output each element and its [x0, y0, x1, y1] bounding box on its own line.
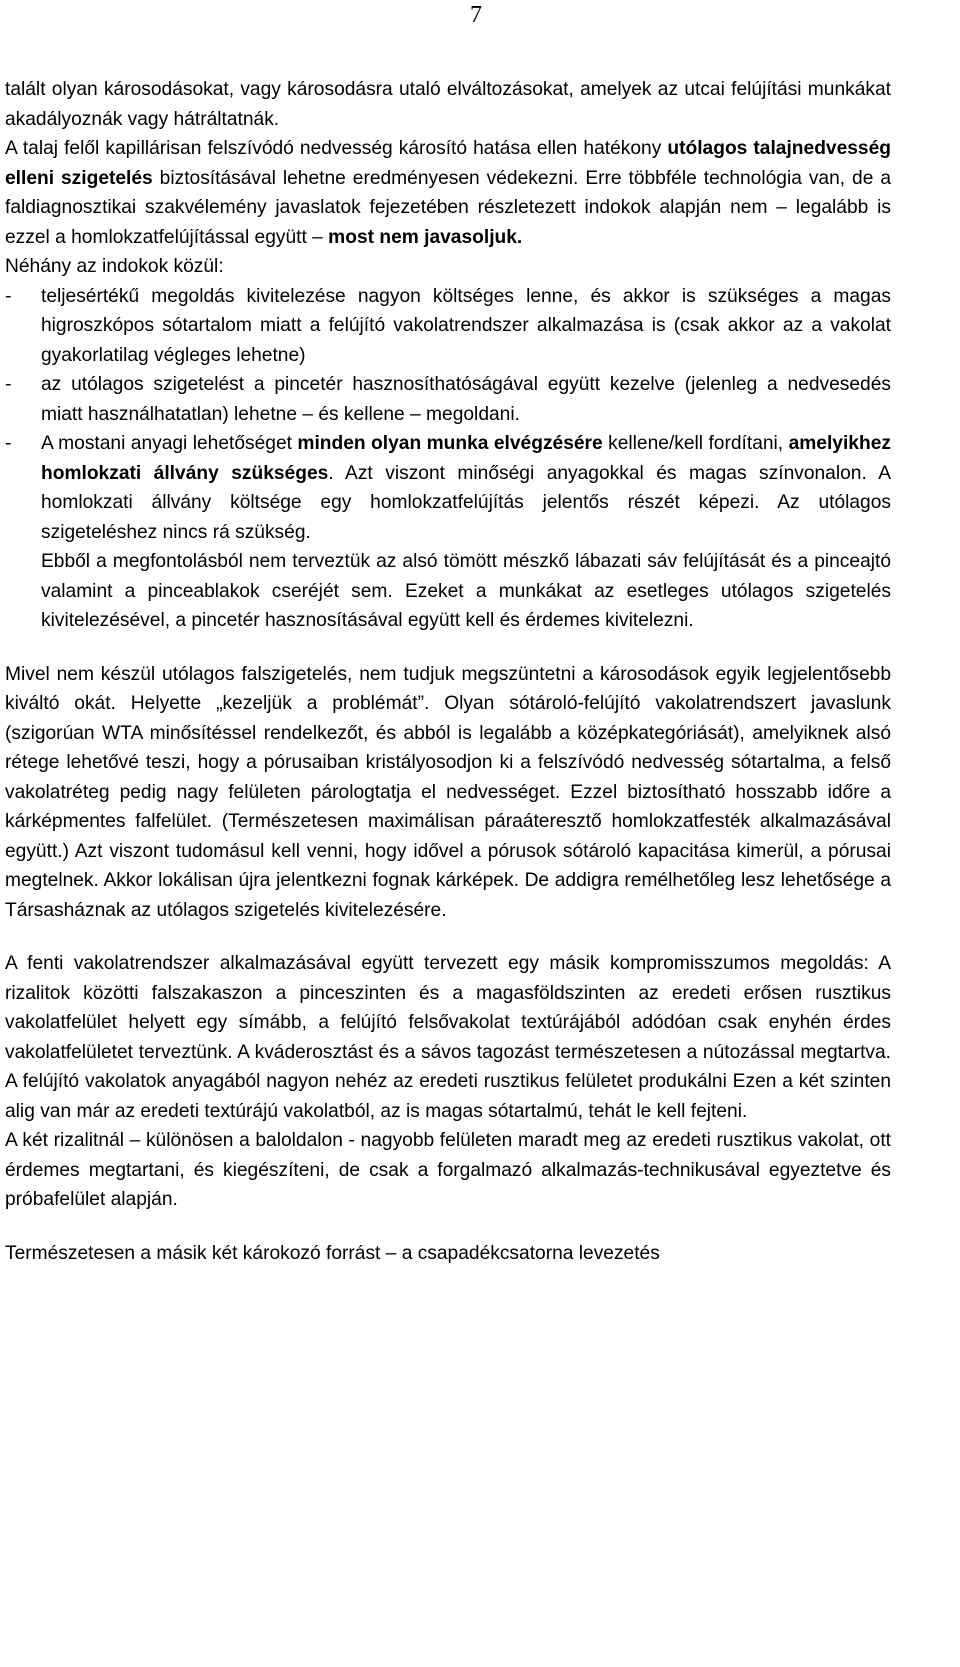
list-item-text: A mostani anyagi lehetőséget minden olyan munka elvégzésére kellene/kell fordítani, amelyikhez homlokzati állvány szükséges. Azt viszont minőségi anyagokkal és magas színvonalon. A homlokzati állvány költsége egy homlokzatfelújítás jelentős részét képezi. Az utólagos szigeteléshez nincs rá szükség. — [41, 433, 891, 543]
paragraph-insulation: A talaj felől kapillárisan felszívódó nedvesség károsító hatása ellen hatékony utólagos talajnedvesség elleni szigetelés biztosításával lehetne eredményesen védekezni. Erre többféle technológia van, de a faldiagnosztikai szakvélemény javaslatok fejezetében részletezett indokok alapján nem – legalább is ezzel a homlokzatfelújítással együtt – most nem javasoljuk. — [5, 138, 891, 248]
paragraph-compromise: A fenti vakolatrendszer alkalmazásával együtt tervezett egy másik kompromisszumos megoldás: A rizalitok közötti falszakaszon a pinceszinten és a magasföldszinten az eredeti erősen rusztikus vakolatfelület helyett egy símább, a felújító felsővakolat textúrájából adódóan csak enyhén érdes vakolatfelületet terveztünk. A kváderosztást és a sávos tagozást természetesen a nútozással megtartva. A felújító vakolatok anyagából nagyon nehéz az eredeti rusztikus felületet produkálni Ezen a két szinten alig van már az eredeti textúrájú vakolatból, az is magas sótartalmú, tehát le kell fejteni. — [5, 953, 891, 1122]
emphasis-not-recommended: most nem javasoljuk. — [328, 226, 523, 248]
list-item — [5, 429, 891, 547]
list-item — [5, 282, 891, 371]
list-item-text: teljesértékű megoldás kivitelezése nagyon költséges lenne, és akkor is szükséges a magas higroszkópos sótartalom miatt a felújító vakolatrendszer alkalmazása is (csak akkor az a vakolat gyakorlatilag végleges lehetne) — [41, 285, 891, 366]
emphasis-insulation: utólagos talajnedvesség elleni szigetelés — [5, 138, 891, 189]
paragraph-treatment: Mivel nem készül utólagos falszigetelés, nem tudjuk megszüntetni a károsodások egyik legjelentősebb kiváltó okát. Helyette „kezeljük a problémát”. Olyan sótároló-felújító vakolatrendszert javaslunk (szigorúan WTA minősítéssel rendelkezőt, és abból is legalább a középkategóriását), amelyiknek alsó rétege lehetővé teszi, hogy a pórusaiban kristályosodjon ki a felszívódó nedvesség sótartalma, a felső vakolatréteg pedig nagy felületen párologtatja el nedvességet. Ezzel biztosítható hosszabb időre a kárképmentes falfelület. (Természetesen maximálisan páraáteresztő homlokzatfesték alkalmazásával együtt.) Azt viszont tudomásul kell venni, hogy idővel a pórusok sótároló kapacitása kimerül, a pórusai megtelnek. Akkor lokálisan újra jelentkezni fognak kárképek. De addigra remélhetőleg lesz lehetősége a Társasháznak az utólagos szigetelés kivitelezésére. — [5, 663, 891, 921]
paragraph-trailing: Természetesen a másik két károkozó forrást – a csapadékcsatorna levezetés — [5, 1242, 660, 1264]
bullet-dash: - — [5, 433, 12, 454]
paragraph-risalit: A két rizalitnál – különösen a baloldalon - nagyobb felületen maradt meg az eredeti rusztikus vakolat, ott érdemes megtartani, és kiegészíteni, de csak a forgalmazó alkalmazás-technikusával egyeztetve és próbafelület alapján. — [5, 1130, 891, 1210]
bullet-dash: - — [5, 285, 12, 307]
list-item-text: az utólagos szigetelést a pincetér hasznosíthatóságával együtt kezelve (jelenleg a nedvesedés miatt használhatatlan) lehetne – és kellene – megoldani. — [41, 374, 891, 425]
paragraph-intro: talált olyan károsodásokat, vagy károsodásra utaló elváltozásokat, amelyek az utcai felújítási munkákat akadályoznák vagy hátráltatnák. — [5, 79, 891, 130]
document-body — [5, 75, 891, 1268]
paragraph-reasons-heading: Néhány az indokok közül: — [5, 256, 224, 277]
list-item — [5, 370, 891, 429]
page-number: 7 — [470, 2, 482, 28]
bullet-dash: - — [5, 374, 12, 395]
list-item-continuation: Ebből a megfontolásból nem terveztük az alsó tömött mészkő lábazati sáv felújítását és a pinceajtó valamint a pinceablakok cseréjét sem. Ezeket a munkákat az esetleges utólagos szigetelés kivitelezésével, a pincetér hasznosításával együtt kell és érdemes kivitelezni. — [41, 551, 891, 631]
